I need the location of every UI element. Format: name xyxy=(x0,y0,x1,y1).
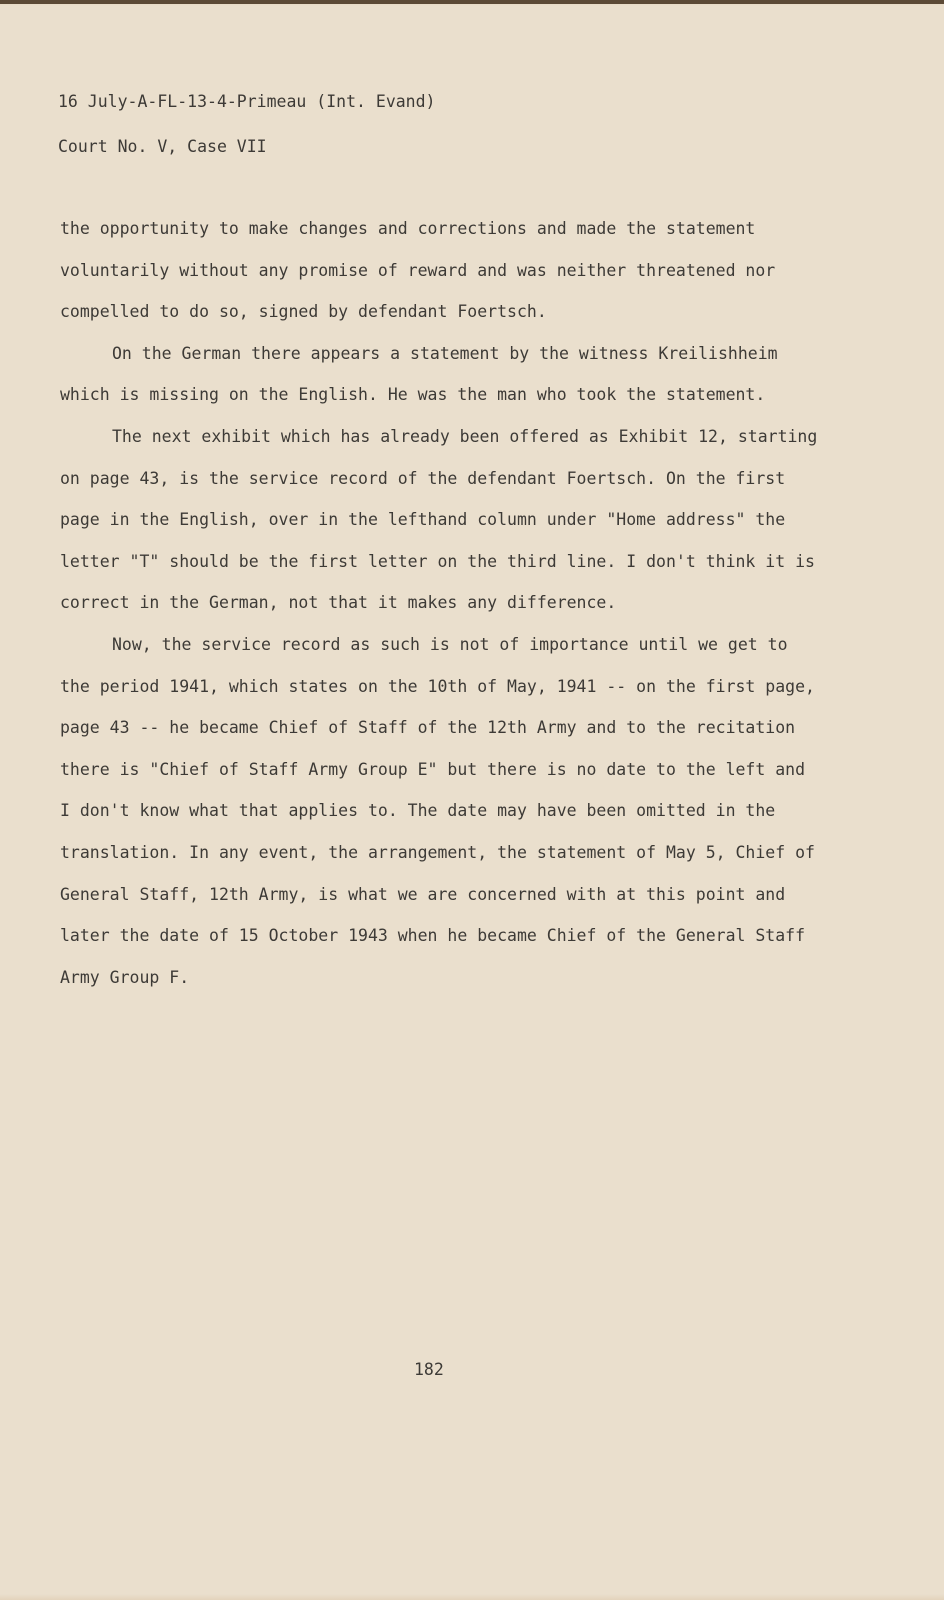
paragraph-continuation: the opportunity to make changes and corrections and made the statement voluntarily without any promise of reward and was neither threatened nor compelled to do so, signed by defendant Foertsch. xyxy=(60,219,776,322)
paragraph-german-statement: On the German there appears a statement by the witness Kreilishheim which is missing on the English. He was the man who took the statement. xyxy=(60,343,778,405)
paragraph-exhibit-12: The next exhibit which has already been offered as Exhibit 12, starting on page 43, is the service record of the defendant Foertsch. On the first page in the English, over in the lefthand column under "Home address" the letter "T" should be the first letter on the third line. I don't think it is correct in the German, not that it makes any difference. xyxy=(60,426,818,613)
transcript-body xyxy=(60,208,820,998)
page-top-edge xyxy=(0,0,944,4)
page-number: 182 xyxy=(414,1360,444,1379)
header-court-line: Court No. V, Case VII xyxy=(58,137,267,156)
paragraph-service-record: Now, the service record as such is not of importance until we get to the period 1941, which states on the 10th of May, 1941 -- on the first page, page 43 -- he became Chief of Staff of the 12th Army and to the recitation there is "Chief of Staff Army Group E" but there is no date to the left and I don't know what that applies to. The date may have been omitted in the translation. In any event, the arrangement, the statement of May 5, Chief of General Staff, 12th Army, is what we are concerned with at this point and later the date of 15 October 1943 when he became Chief of the General Staff Army Group F. xyxy=(60,634,815,987)
header-session-line: 16 July-A-FL-13-4-Primeau (Int. Evand) xyxy=(58,92,436,111)
